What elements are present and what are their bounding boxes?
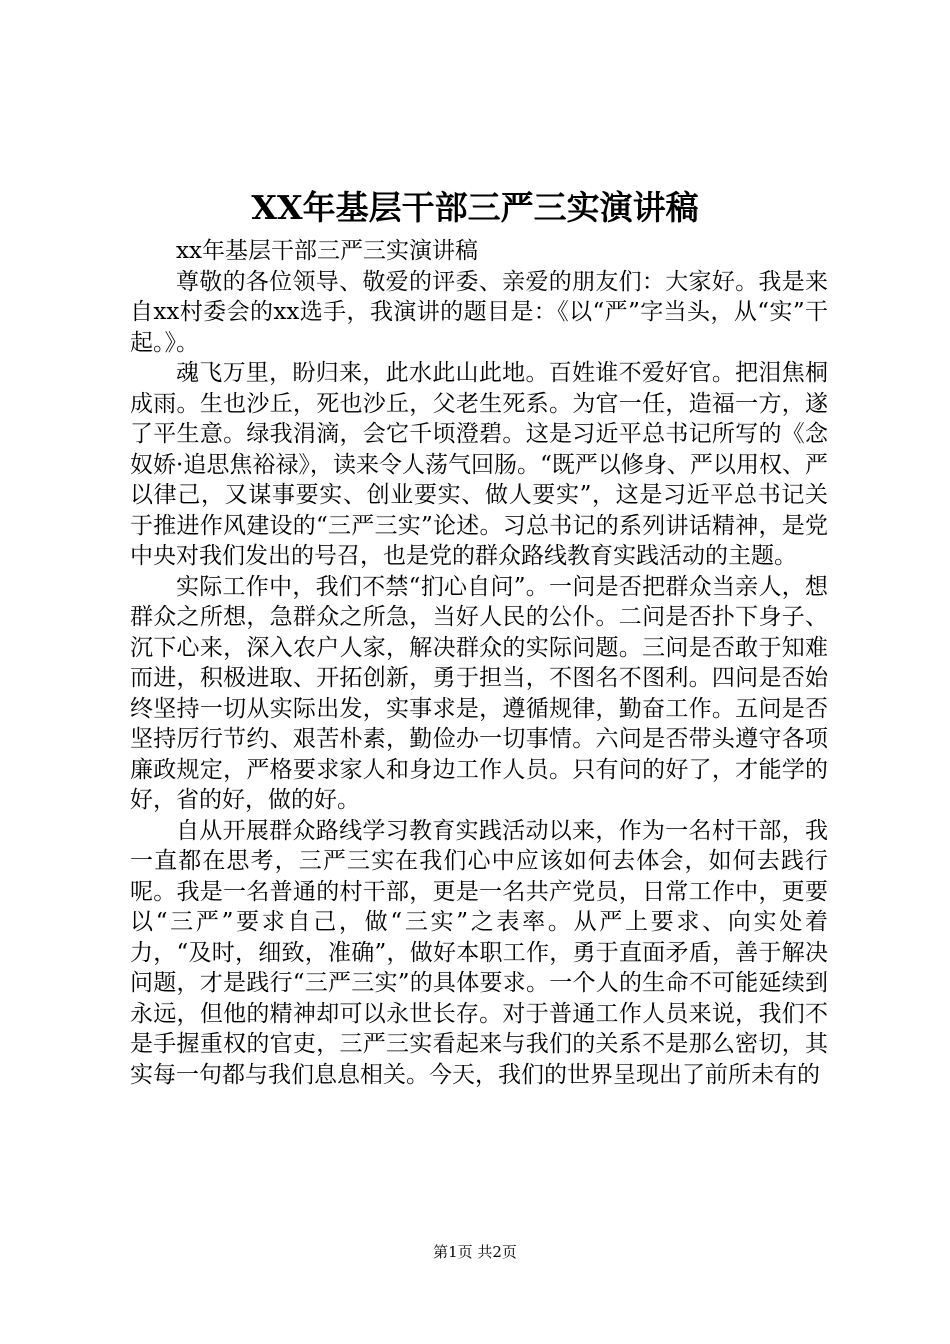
page-footer: 第1页 共2页 <box>433 1243 517 1261</box>
paragraph-practice: 自从开展群众路线学习教育实践活动以来，作为一名村干部，我一直都在思考，三严三实在我们心中应该如何去体会，如何去践行呢。我是一名普通的村干部，更是一名共产党员，日常工作中，更要以“三严”要求自己，做“三实”之表率。从严上要求、向实处着力，“及时，细致，准确”，做好本职工作，勇于直面矛盾，善于解决问题，才是践行“三严三实”的具体要求。一个人的生命不可能延续到永远，但他的精神却可以永世长存。对于普通工作人员来说，我们不是手握重权的官吏，三严三实看起来与我们的关系不是那么密切，其实每一句都与我们息息相关。今天，我们的世界呈现出了前所未有的 <box>130 817 828 1088</box>
document-body <box>130 236 828 1090</box>
paragraph-self-questions: 实际工作中，我们不禁“扪心自问”。一问是否把群众当亲人，想群众之所想，急群众之所急，当好人民的公仆。二问是否扑下身子、沉下心来，深入农户人家，解决群众的实际问题。三问是否敢于知难而进，积极进取、开拓创新，勇于担当，不图名不图利。四问是否始终坚持一切从实际出发，实事求是，遵循规律，勤奋工作。五问是否坚持厉行节约、艰苦朴素，勤俭办一切事情。六问是否带头遵守各项廉政规定，严格要求家人和身边工作人员。只有问的好了，才能学的好，省的好，做的好。 <box>130 573 828 813</box>
paragraph-subtitle: xx年基层干部三严三实演讲稿 <box>176 238 478 264</box>
paragraph-greeting: 尊敬的各位领导、敬爱的评委、亲爱的朋友们：大家好。我是来自xx村委会的xx选手，我演讲的题目是：《以“严”字当头，从“实”干起。》。 <box>130 268 828 356</box>
document-title: XX年基层干部三严三实演讲稿 <box>251 188 699 227</box>
paragraph-poem: 魂飞万里，盼归来，此水此山此地。百姓谁不爱好官。把泪焦桐成雨。生也沙丘，死也沙丘，父老生死系。为官一任，造福一方，遂了平生意。绿我涓滴，会它千顷澄碧。这是习近平总书记所写的《念奴娇·追思焦裕禄》，读来令人荡气回肠。“既严以修身、严以用权、严以律己，又谋事要实、创业要实、做人要实”，这是习近平总书记关于推进作风建设的“三严三实”论述。习总书记的系列讲话精神，是党中央对我们发出的号召，也是党的群众路线教育实践活动的主题。 <box>130 360 828 569</box>
